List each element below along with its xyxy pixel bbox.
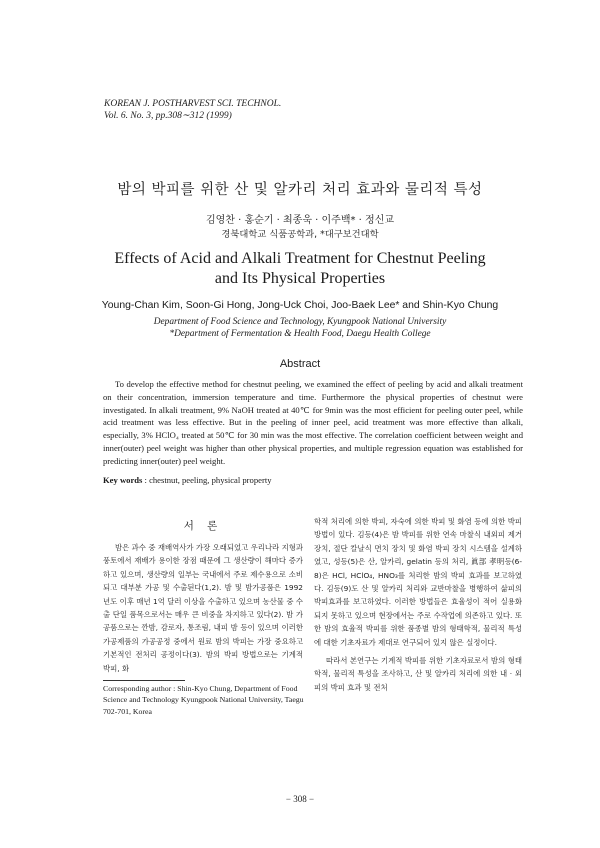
journal-name: KOREAN J. POSTHARVEST SCI. TECHNOL.: [104, 99, 282, 109]
body-paragraph-2: 따라서 본연구는 기계적 박피를 위한 기초자료로서 밤의 형태학적, 물리적 특성을 조사하고, 산 및 알카리 처리에 의한 내 · 외피의 박피 효과 및 전처: [314, 656, 522, 692]
body-paragraph-1: 학적 처리에 의한 박피, 자숙에 의한 박피 및 화염 등에 의한 박피 방법이 있다. 김등(4)은 밤 박피를 위한 연속 마찰식 내외피 제거 장치, 절단 칼날식 면치 장치 및 화염 박피 장치 시스템을 설계하였고, 성등(5)은 산, 알카리, gelatin 등의 처리, 眞部 孝明등(6-8)은 HCl, HClO₄, HNO₃를 처리한 밤의 박피 효과를 보고하였다. 김등(9)도 산 및 알카리 처리와 교반마찰을 병행하여 삶피의 박피효과를 보고하였다. 이러한 방법들은 효율성이 적어 실용화 되지 못하고 있으며 현장에서는 주로 수작업에 의존하고 있다. 또한 밤의 효율적 박피를 위한 품종별 밤의 형태학적, 물리적 특성에 대한 기초자료가 제대로 연구되어 있지 않은 실정이다.: [314, 517, 522, 647]
journal-header: [104, 98, 281, 122]
page-number: − 308 −: [285, 794, 315, 804]
journal-volume: Vol. 6. No. 3, pp.308∼312 (1999): [104, 111, 232, 121]
body-column-right: [314, 515, 522, 694]
affiliation-english: [0, 316, 600, 340]
affiliation-english-line1: Department of Food Science and Technology, Kyungpook National University: [153, 317, 447, 327]
abstract-text: To develop the effective method for chestnut peeling, we examined the effect of peeling by acid and alkali treatment on their concentration, immersion temperature and time. Furthermore the physical properties of chestnut were investigated. In alkali treatment, 9% NaOH treated at 40℃ for 9min was the most efficient for peeling outer peel, while acid treatment was less effective. But in the peeling of inner peel, acid treatment was more effective than alkali, especially, 3% HClO₄ treated at 50℃ for 30 min was the most effective. The correlation coefficient between weight and inner(outer) peel weight was higher than other physical properties, and multiple regression equation was established for predicting inner(outer) peel weight.: [103, 379, 523, 466]
corresponding-author-footnote: Corresponding author : Shin-Kyo Chung, Department of Food Science and Technology Kyungpook National University, Taegu 702-701, Korea: [103, 684, 304, 716]
title-english: [0, 249, 600, 289]
body-column-left: 밤은 과수 중 재배역사가 가장 오래되었고 우리나라 지형과 풍토에서 재배가 용이한 장점 때문에 그 생산량이 해마다 증가하고 있으며, 생산량의 일부는 국내에서 주로 제수용으로 소비되고 대부분 가공 및 수출된다(1,2). 밤 및 밤가공품은 1992년도 이후 매년 1억 달러 이상을 수출하고 있으며 농산물 중 수출 단일 품목으로서는 매우 큰 비중을 차지하고 있다(2). 밤 가공품으로는 깐밤, 감로자, 통조림, 내피 밤 등이 있으며 이러한 가공제품의 가공공정 중에서 원료 밤의 박피는 가장 중요하고 기본적인 전처리 공정이다(3). 밤의 박피 방법으로는 기계적 박피, 화: [103, 543, 303, 673]
affiliation-korean: 경북대학교 식품공학과, *대구보건대학: [221, 229, 379, 240]
abstract-heading: Abstract: [279, 358, 321, 370]
section-heading-introduction: 서 론: [183, 520, 223, 532]
title-english-line2: and Its Physical Properties: [214, 270, 386, 287]
keywords-text: : chestnut, peeling, physical property: [142, 475, 272, 485]
keywords-label: Key words: [103, 475, 143, 485]
footnote-divider: [103, 680, 185, 681]
authors-english: Young-Chan Kim, Soon-Gi Hong, Jong-Uck Choi, Joo-Baek Lee* and Shin-Kyo Chung: [101, 300, 499, 311]
title-english-line1: Effects of Acid and Alkali Treatment for Chestnut Peeling: [114, 250, 486, 267]
affiliation-english-line2: *Department of Fermentation & Health Food, Daegu Health College: [169, 329, 431, 339]
title-korean: 밤의 박피를 위한 산 및 알카리 처리 효과와 물리적 특성: [117, 182, 483, 198]
keywords: [103, 475, 523, 485]
authors-korean: 김영찬 · 홍순기 · 최종욱 · 이주백* · 정신교: [205, 215, 395, 226]
